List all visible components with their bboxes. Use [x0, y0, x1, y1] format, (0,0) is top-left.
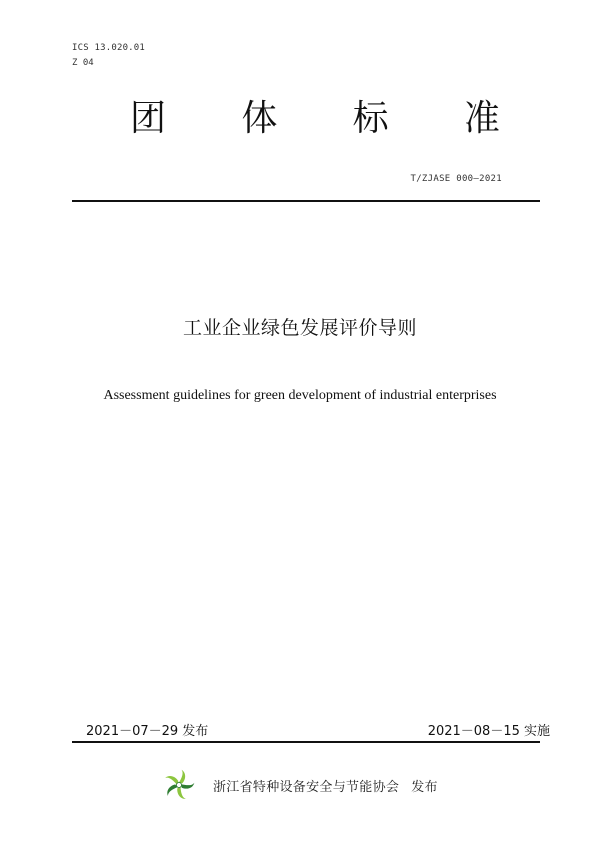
ics-code: ICS 13.020.01	[72, 43, 146, 53]
document-type-heading	[130, 92, 500, 138]
publisher-suffix: 发布	[411, 780, 438, 795]
doc-type-char: 标	[352, 97, 389, 139]
implement-date: 2021－08－15 实施	[427, 724, 550, 739]
association-logo-icon	[162, 768, 196, 802]
doc-type-char: 团	[130, 97, 167, 139]
ccs-code: Z 04	[72, 58, 94, 68]
top-divider	[72, 200, 540, 202]
publisher-line	[213, 776, 438, 795]
standard-number: T/ZJASE 000—2021	[410, 174, 502, 184]
publisher-name: 浙江省特种设备安全与节能协会	[213, 780, 400, 795]
title-english: Assessment guidelines for green development of industrial enterprises	[103, 388, 497, 403]
doc-type-char: 准	[463, 97, 500, 139]
bottom-divider	[72, 741, 540, 743]
doc-type-char: 体	[241, 97, 278, 139]
title-chinese: 工业企业绿色发展评价导则	[182, 317, 417, 339]
publish-date: 2021－07－29 发布	[86, 724, 209, 739]
